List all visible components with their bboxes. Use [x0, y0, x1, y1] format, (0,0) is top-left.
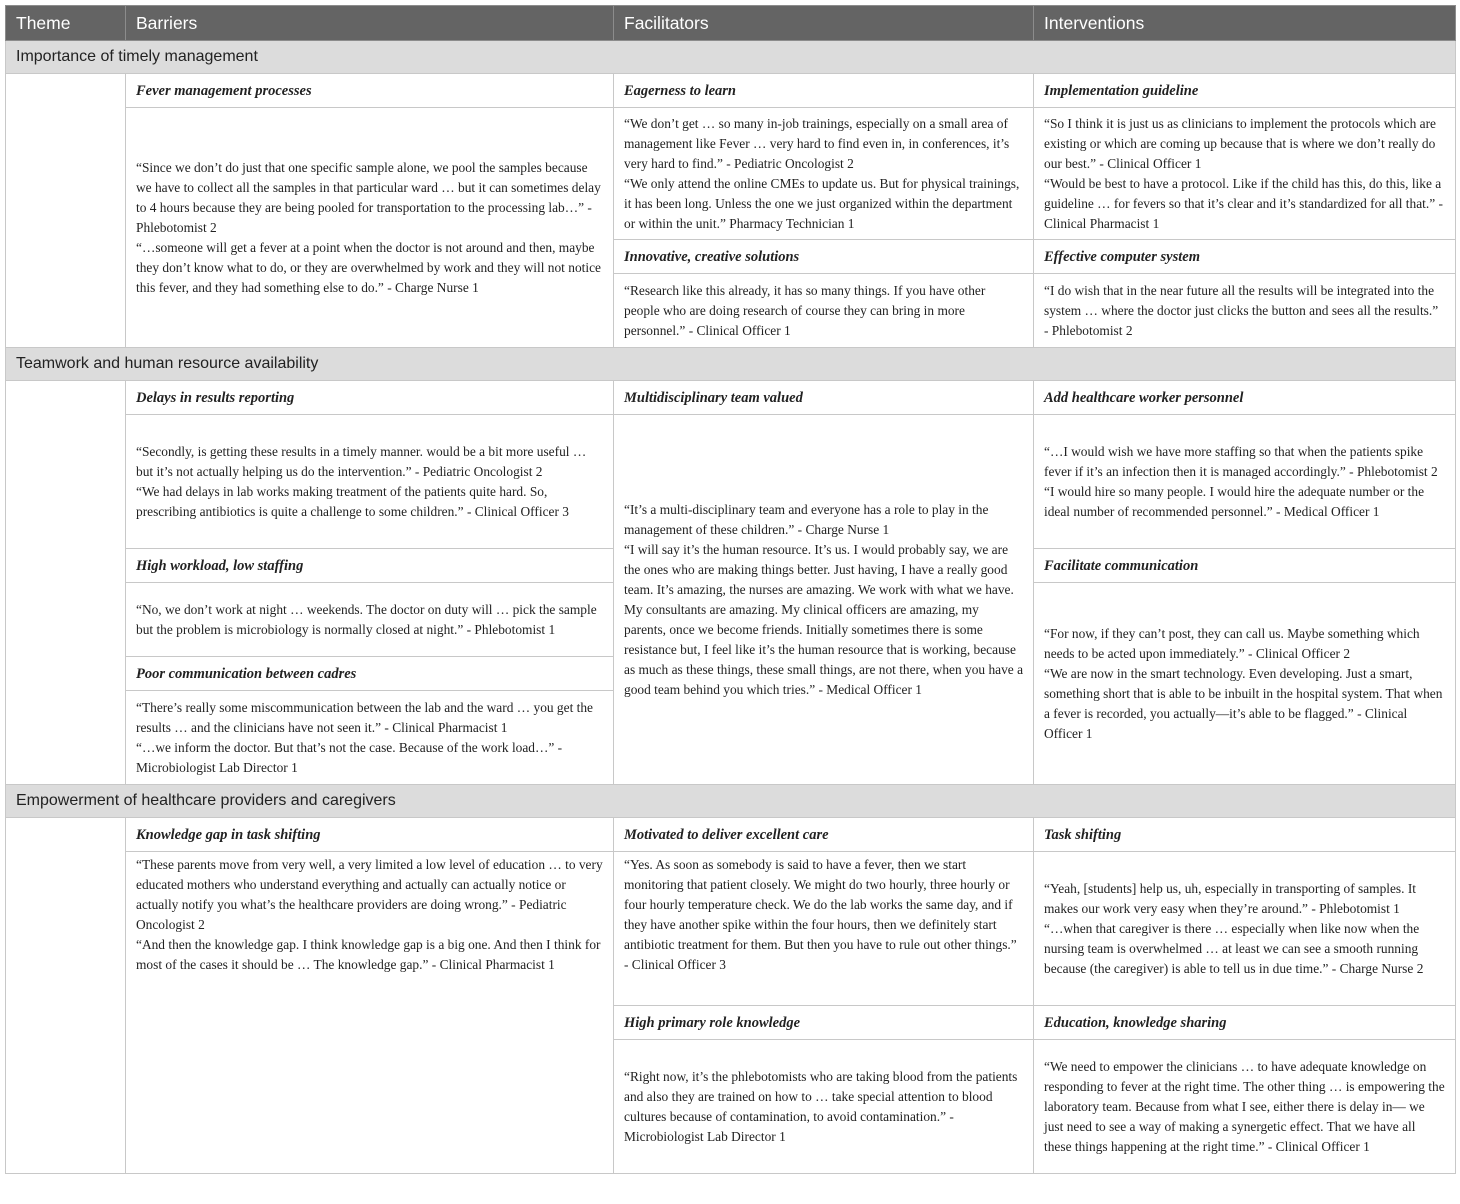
facilitator-quotes: [614, 415, 1034, 785]
intervention-title: Education, knowledge sharing: [1034, 1006, 1456, 1040]
subheading-row: [6, 818, 1456, 852]
section-title: Teamwork and human resource availability: [6, 348, 1456, 381]
intervention-title: Add healthcare worker personnel: [1034, 381, 1456, 415]
quote: “It’s a multi-disciplinary team and everyone has a role to play in the management of these children.” - Charge Nurse 1: [624, 501, 989, 537]
theme-cell: [6, 381, 126, 785]
barrier-title: Delays in results reporting: [126, 381, 614, 415]
intervention-quotes: [1034, 852, 1456, 1006]
quote: “Research like this already, it has so many things. If you have other people who are doing research of course they can bring in more personnel.” - Clinical Officer 1: [624, 282, 986, 338]
facilitator-title: Eagerness to learn: [614, 74, 1034, 108]
quote-row: [6, 415, 1456, 549]
quote: “And then the knowledge gap. I think knowledge gap is a big one. And then I think for most of the cases it should be … The knowledge gap.” - Clinical Pharmacist 1: [136, 937, 601, 972]
facilitator-quotes: [614, 108, 1034, 240]
facilitator-title: Motivated to deliver excellent care: [614, 818, 1034, 852]
quote: “Yeah, [students] help us, uh, especially in transporting of samples. It makes our work very easy when they’re around.” - Phlebotomist 1: [1044, 880, 1417, 916]
quote: “No, we don’t work at night … weekends. The doctor on duty will … pick the sample but the problem is microbiology is normally closed at night.” - Phlebotomist 1: [136, 601, 597, 637]
barrier-title: Poor communication between cadres: [126, 657, 614, 691]
facilitator-quotes: [614, 852, 1034, 1006]
header-row: [6, 6, 1456, 41]
quote: “We don’t get … so many in-job trainings, especially on a small area of management like Fever … very hard to find even in, in conferences, it’s very hard to find.” - Pediatric Oncologist 2: [624, 115, 1010, 171]
intervention-quotes: [1034, 274, 1456, 348]
quote: “Yes. As soon as somebody is said to have a fever, then we start monitoring that patient closely. We might do two hourly, three hourly or four hourly temperature check. We do the lab works the same day, and if they have another spike within the four hours, then we definitely start antibiotic treatment for them. But then you have to rule out other things.” - Clinical Officer 3: [624, 857, 1017, 972]
subheading-row: [6, 74, 1456, 108]
section-title: Importance of timely management: [6, 41, 1456, 74]
section-row: [6, 348, 1456, 381]
facilitator-quotes: [614, 1040, 1034, 1174]
barrier-quotes: [126, 691, 614, 785]
barrier-quotes: [126, 108, 614, 348]
barrier-quotes: [126, 415, 614, 549]
intervention-quotes: [1034, 1040, 1456, 1174]
theme-cell: [6, 818, 126, 1174]
quote: “…someone will get a fever at a point when the doctor is not around and then, maybe they don’t know what to do, or they are overwhelmed by work and they will not notice this fever, and they had something else to do.” - Charge Nurse 1: [136, 239, 601, 295]
quote: “…when that caregiver is there … especially when like now when the nursing team is overwhelmed … at least we can see a smooth running because (the caregiver) is able to tell us in due time.” - Charge Nurse 2: [1044, 920, 1424, 976]
quote: “Secondly, is getting these results in a timely manner. would be a bit more useful … but it’s not actually helping us do the intervention.” - Pediatric Oncologist 2: [136, 443, 587, 479]
quote-row: [6, 108, 1456, 240]
barrier-quotes: [126, 852, 614, 1174]
section-row: [6, 41, 1456, 74]
barrier-title: Knowledge gap in task shifting: [126, 818, 614, 852]
quote: “We had delays in lab works making treatment of the patients quite hard. So, prescribing antibiotics is quite a challenge to some children.” - Clinical Officer 3: [136, 483, 569, 519]
quote: “We are now in the smart technology. Even developing. Just a smart, something short that is able to be inbuilt in the hospital system. That when a fever is recorded, you actually—it’s able to be flagged.” - Clinical Officer 1: [1044, 665, 1443, 741]
subheading-row: [6, 381, 1456, 415]
barrier-quotes: [126, 583, 614, 657]
themes-table: [5, 5, 1456, 1174]
quote: “…we inform the doctor. But that’s not the case. Because of the work load…” - Microbiologist Lab Director 1: [136, 739, 563, 775]
intervention-quotes: [1034, 415, 1456, 549]
facilitator-title: Multidisciplinary team valued: [614, 381, 1034, 415]
quote: “So I think it is just us as clinicians to implement the protocols which are existing or which are coming up because that is where we don’t really do our best.” - Clinical Officer 1: [1044, 115, 1436, 171]
theme-cell: [6, 74, 126, 348]
quote: “…I would wish we have more staffing so that when the patients spike fever if it’s an infection then it is managed accordingly.” - Phlebotomist 2: [1044, 443, 1438, 479]
quote: “I do wish that in the near future all the results will be integrated into the system … where the doctor just clicks the button and sees all the results.” - Phlebotomist 2: [1044, 282, 1439, 338]
section-row: [6, 785, 1456, 818]
quote: “Right now, it’s the phlebotomists who are taking blood from the patients and also they are trained on how to … take special attention to blood cultures because of contamination, to avoid contamination.” - Microbiologist Lab Director 1: [624, 1068, 1018, 1144]
quote: “We only attend the online CMEs to update us. But for physical trainings, it has been long. Unless the one we just organized within the department or within the unit.” Pharmacy Technician 1: [624, 175, 1020, 231]
facilitator-title: Innovative, creative solutions: [614, 240, 1034, 274]
intervention-quotes: [1034, 583, 1456, 785]
barrier-title: Fever management processes: [126, 74, 614, 108]
quote: “There’s really some miscommunication between the lab and the ward … you get the results … and the clinicians have not seen it.” - Clinical Pharmacist 1: [136, 699, 593, 735]
header-theme: Theme: [6, 6, 126, 41]
intervention-title: Implementation guideline: [1034, 74, 1456, 108]
quote: “I will say it’s the human resource. It’s us. I would probably say, we are the ones who are making things better. Just having, I have a really good team. It’s amazing, the nurses are amazing. We work with what we have. My consultants are amazing. My clinical officers are amazing, my parents, once we become friends. Initially sometimes there is some resistance but, I feel like it’s the human resource that is working, because as much as these things, these small things, are not there, when you have a good team behind you which tries.” - Medical Officer 1: [624, 541, 1024, 697]
barrier-title: High workload, low staffing: [126, 549, 614, 583]
intervention-title: Effective computer system: [1034, 240, 1456, 274]
quote: “Would be best to have a protocol. Like if the child has this, do this, like a guideline … for fevers so that it’s clear and it’s standardized for all that.” - Clinical Pharmacist 1: [1044, 175, 1443, 231]
facilitator-quotes: [614, 274, 1034, 348]
facilitator-title: High primary role knowledge: [614, 1006, 1034, 1040]
quote: “For now, if they can’t post, they can call us. Maybe something which needs to be acted upon immediately.” - Clinical Officer 2: [1044, 625, 1420, 661]
intervention-title: Task shifting: [1034, 818, 1456, 852]
quote: “I would hire so many people. I would hire the adequate number or the ideal number of recommended personnel.” - Medical Officer 1: [1044, 483, 1425, 519]
section-title: Empowerment of healthcare providers and caregivers: [6, 785, 1456, 818]
header-interventions: Interventions: [1034, 6, 1456, 41]
quote: “Since we don’t do just that one specific sample alone, we pool the samples because we have to collect all the samples in that particular ward … but it can sometimes delay to 4 hours because they are being pooled for transportation to the processing lab…” - Phlebotomist 2: [136, 159, 601, 235]
quote: “We need to empower the clinicians … to have adequate knowledge on responding to fever at the right time. The other thing … is empowering the laboratory team. Because from what I see, either there is delay in— we just need to see a way of making a synergetic effect. That we have all these things happening at the right time.” - Clinical Officer 1: [1044, 1058, 1445, 1154]
intervention-title: Facilitate communication: [1034, 549, 1456, 583]
header-facilitators: Facilitators: [614, 6, 1034, 41]
quote: “These parents move from very well, a very limited a low level of education … to very educated mothers who understand everything and actually can actually notice or actually notify you what’s the healthcare providers are doing wrong.” - Pediatric Oncologist 2: [136, 857, 603, 932]
quote-row: [6, 852, 1456, 1006]
header-barriers: Barriers: [126, 6, 614, 41]
intervention-quotes: [1034, 108, 1456, 240]
